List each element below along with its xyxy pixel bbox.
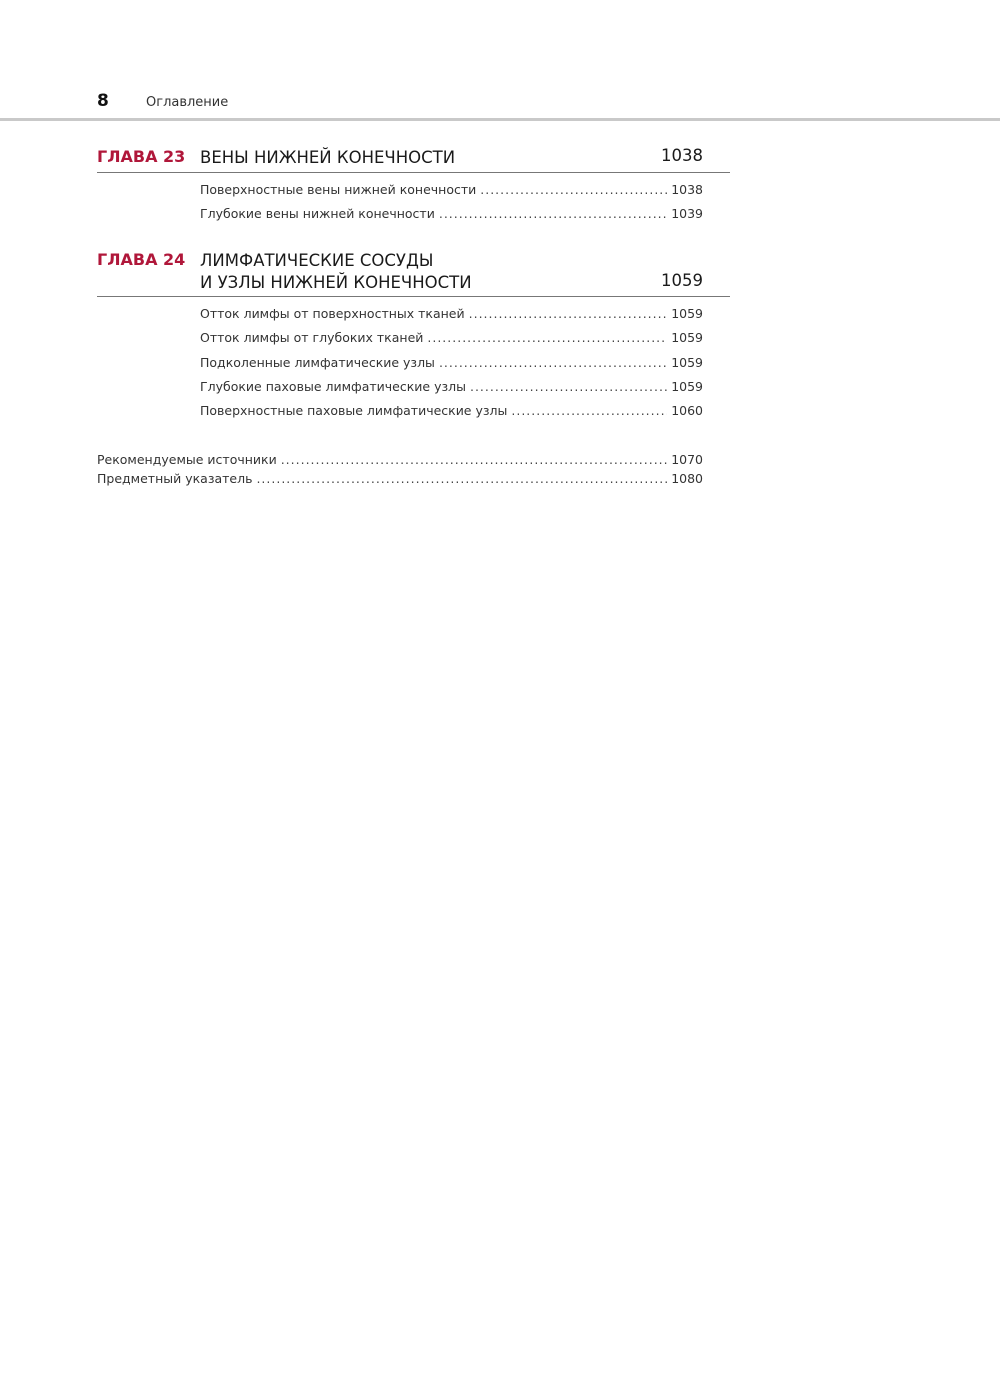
dot-leader: [470, 379, 667, 394]
entry-page: 1059: [671, 379, 703, 394]
toc-entry[interactable]: [200, 306, 703, 323]
chapter-label: ГЛАВА 24: [97, 250, 186, 269]
chapter-page: 1059: [661, 271, 703, 290]
dot-leader: [439, 206, 667, 221]
entry-page: 1039: [671, 206, 703, 221]
dot-leader: [480, 182, 667, 197]
toc-entry[interactable]: [200, 355, 703, 372]
entry-title: Отток лимфы от глубоких тканей: [200, 330, 424, 345]
entry-title: Отток лимфы от поверхностных тканей: [200, 306, 465, 321]
dot-leader: [281, 452, 667, 467]
toc-entry[interactable]: [200, 206, 703, 223]
entry-title: Поверхностные вены нижней конечности: [200, 182, 477, 197]
toc-entry[interactable]: [97, 452, 703, 469]
entry-page: 1060: [671, 403, 703, 418]
chapter-title-line: ЛИМФАТИЧЕСКИЕ СОСУДЫ: [200, 251, 434, 270]
chapter-label: ГЛАВА 23: [97, 147, 186, 166]
dot-leader: [427, 330, 667, 345]
entry-page: 1070: [671, 452, 703, 467]
dot-leader: [256, 471, 667, 486]
chapter-title-line: И УЗЛЫ НИЖНЕЙ КОНЕЧНОСТИ: [200, 273, 472, 292]
entry-page: 1038: [671, 182, 703, 197]
chapter-rule: [97, 172, 730, 173]
dot-leader: [511, 403, 667, 418]
entry-title: Подколенные лимфатические узлы: [200, 355, 435, 370]
toc-entry[interactable]: [200, 182, 703, 199]
toc-entry[interactable]: [200, 379, 703, 396]
entry-title: Предметный указатель: [97, 471, 253, 486]
toc-entry[interactable]: [97, 471, 703, 488]
chapter-title-line: ВЕНЫ НИЖНЕЙ КОНЕЧНОСТИ: [200, 148, 456, 167]
dot-leader: [469, 306, 668, 321]
toc-entry[interactable]: [200, 330, 703, 347]
entry-title: Глубокие паховые лимфатические узлы: [200, 379, 466, 394]
page-number: 8: [97, 91, 109, 111]
running-title: Оглавление: [146, 95, 229, 110]
header-rule: [0, 118, 1000, 121]
entry-page: 1059: [671, 330, 703, 345]
entry-title: Поверхностные паховые лимфатические узлы: [200, 403, 508, 418]
chapter-page: 1038: [661, 146, 703, 165]
entry-title: Рекомендуемые источники: [97, 452, 277, 467]
entry-page: 1059: [671, 355, 703, 370]
entry-title: Глубокие вены нижней конечности: [200, 206, 435, 221]
dot-leader: [439, 355, 667, 370]
toc-entry[interactable]: [200, 403, 703, 420]
entry-page: 1080: [671, 471, 703, 486]
chapter-rule: [97, 296, 730, 297]
entry-page: 1059: [671, 306, 703, 321]
